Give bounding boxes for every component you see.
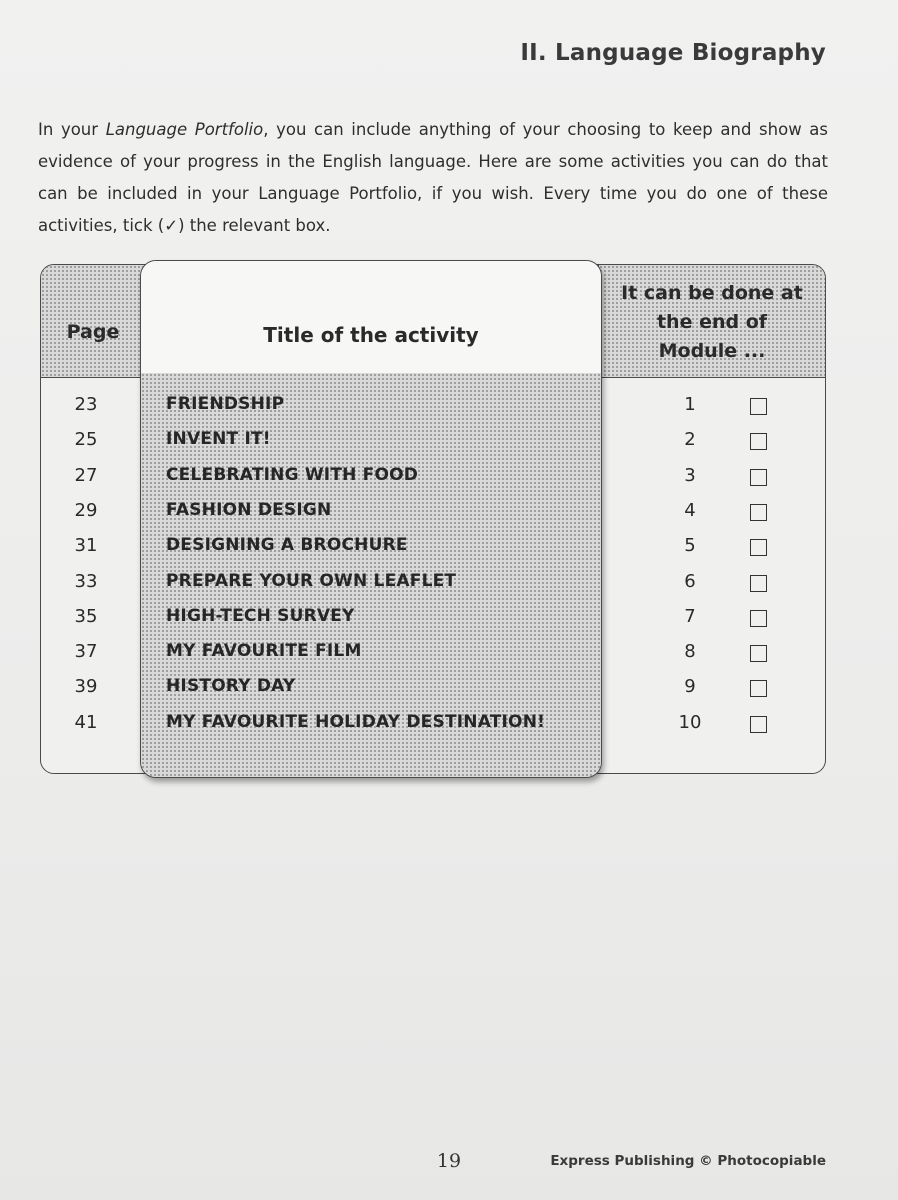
row-page-number: 35: [74, 606, 98, 627]
row-page-number: 33: [74, 571, 98, 592]
section-heading: II. Language Biography: [520, 40, 826, 66]
row-activity-title: MY FAVOURITE HOLIDAY DESTINATION!: [166, 712, 546, 732]
title-column-header: [141, 261, 601, 374]
intro-text-rest: , you can include anything of your choosing to keep and show as evidence of your progress in the English language. Here are some activities you can do that can be included in your Language Portfolio, if you wish. Every time you do one of these activities, tick (✓) the relevant box.: [38, 120, 829, 235]
tick-checkbox[interactable]: [750, 504, 767, 521]
row-module-number: 7: [684, 606, 696, 627]
row-page-number: 23: [74, 394, 98, 415]
row-activity-title: FASHION DESIGN: [166, 500, 332, 520]
copyright-notice: Express Publishing © Photocopiable: [550, 1153, 826, 1169]
tick-checkbox[interactable]: [750, 433, 767, 450]
row-module-number: 10: [678, 712, 702, 733]
tick-checkbox[interactable]: [750, 398, 767, 415]
title-header-label: Title of the activity: [263, 323, 479, 347]
page-column-header: [41, 265, 145, 378]
row-activity-title: DESIGNING A BROCHURE: [166, 535, 408, 555]
module-column-header: [598, 265, 825, 378]
tick-checkbox[interactable]: [750, 645, 767, 662]
module-header-label: It can be done at the end of Module ...: [621, 282, 803, 362]
row-page-number: 29: [74, 500, 98, 521]
tick-checkbox[interactable]: [750, 610, 767, 627]
row-activity-title: PREPARE YOUR OWN LEAFLET: [166, 571, 457, 591]
row-page-number: 39: [74, 676, 98, 697]
row-module-number: 5: [684, 535, 696, 556]
row-module-number: 2: [684, 429, 696, 450]
row-page-number: 31: [74, 535, 98, 556]
row-module-number: 4: [684, 500, 696, 521]
page-header-label: Page: [66, 321, 120, 343]
tick-checkbox[interactable]: [750, 680, 767, 697]
row-activity-title: INVENT IT!: [166, 429, 271, 449]
intro-emphasis: Language Portfolio: [105, 120, 264, 139]
row-page-number: 25: [74, 429, 98, 450]
row-activity-title: FRIENDSHIP: [166, 394, 285, 414]
page-number: 19: [436, 1150, 462, 1172]
tick-checkbox[interactable]: [750, 716, 767, 733]
row-activity-title: CELEBRATING WITH FOOD: [166, 465, 419, 485]
row-page-number: 27: [74, 465, 98, 486]
row-module-number: 3: [684, 465, 696, 486]
tick-checkbox[interactable]: [750, 575, 767, 592]
row-module-number: 6: [684, 571, 696, 592]
row-activity-title: HIGH-TECH SURVEY: [166, 606, 355, 626]
tick-checkbox[interactable]: [750, 539, 767, 556]
row-module-number: 9: [684, 676, 696, 697]
row-page-number: 37: [74, 641, 98, 662]
row-module-number: 1: [684, 394, 696, 415]
row-activity-title: MY FAVOURITE FILM: [166, 641, 362, 661]
row-page-number: 41: [74, 712, 98, 733]
intro-paragraph: [38, 114, 828, 242]
tick-checkbox[interactable]: [750, 469, 767, 486]
row-activity-title: HISTORY DAY: [166, 676, 296, 696]
row-module-number: 8: [684, 641, 696, 662]
intro-text-start: In your: [38, 120, 106, 139]
